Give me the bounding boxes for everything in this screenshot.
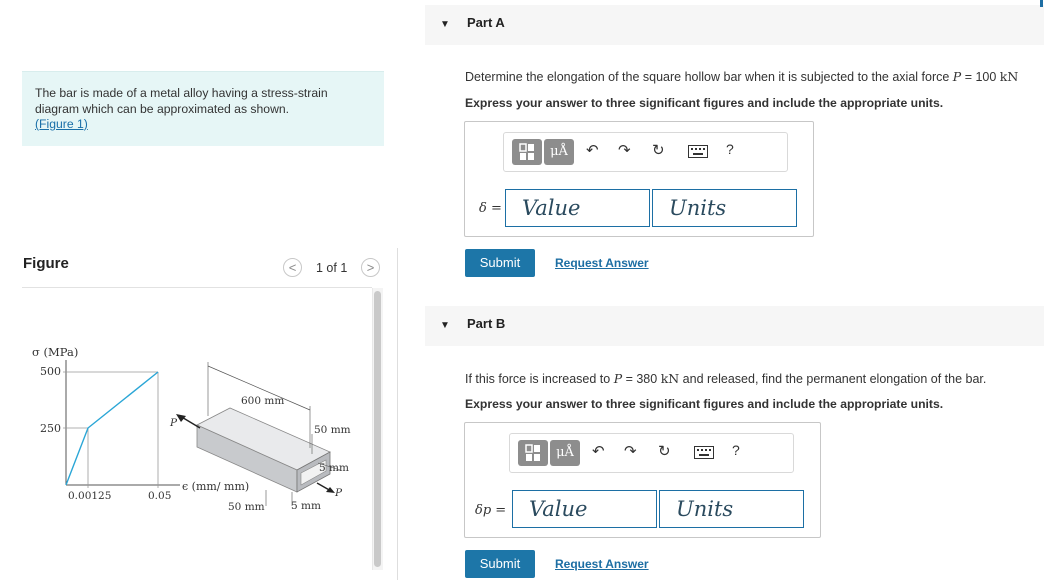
problem-intro-box [22,71,384,146]
y-axis-label: σ (MPa) [32,345,79,359]
dim-wall-bottom-label: 5 mm [291,500,321,512]
redo-icon[interactable]: ↷ [624,443,637,460]
part-a-answer-label: δ = [479,201,502,216]
part-b-answer-label: δp = [475,503,507,518]
part-a-value-input[interactable] [505,189,650,227]
part-a-submit-button[interactable]: Submit [465,249,535,277]
figure-1 [30,330,370,530]
help-icon[interactable]: ? [732,442,740,458]
x-axis-label: ϵ (mm/ mm) [182,480,250,493]
y-tick-500: 500 [40,365,61,378]
part-b-units-input[interactable] [659,490,804,528]
help-icon[interactable]: ? [726,141,734,157]
force-label-left: P [170,417,178,429]
part-b-header[interactable] [425,306,1044,346]
keyboard-icon[interactable] [688,145,708,162]
figure-divider [22,287,372,288]
collapse-triangle-icon[interactable]: ▼ [440,320,450,331]
part-a-instruction: Express your answer to three significant figures and include the appropriate units. [465,96,944,110]
figure-pager-count: 1 of 1 [316,261,348,275]
keyboard-icon[interactable] [694,446,714,463]
dim-width-label: 50 mm [314,424,351,436]
reset-icon[interactable]: ↻ [658,443,671,460]
x-tick-0-00125: 0.00125 [68,490,112,502]
dim-wall-label: 5 mm [319,462,349,474]
undo-icon[interactable]: ↶ [586,142,599,159]
collapse-triangle-icon[interactable]: ▼ [440,19,450,30]
force-arrow-right-head [326,487,335,493]
stress-strain-curve [66,372,158,485]
figure-scrollbar-thumb[interactable] [374,291,381,567]
part-b-label: Part B [467,316,506,331]
part-b-request-answer-link[interactable]: Request Answer [555,557,649,571]
x-tick-0-05: 0.05 [148,490,172,502]
part-b-submit-button[interactable]: Submit [465,550,535,578]
part-b-question: If this force is increased to P = 380 kN and released, find the permanent elongation of the bar. [465,371,987,386]
next-figure-button[interactable] [361,258,380,277]
force-label-right: P [335,487,343,499]
part-a-label: Part A [467,15,505,30]
part-a-request-answer-link[interactable]: Request Answer [555,256,649,270]
redo-icon[interactable]: ↷ [618,142,631,159]
problem-intro-text: The bar is made of a metal alloy having a stress-strain diagram which can be approximated as shown. (Figure 1) [35,86,328,131]
part-a-answer-box [464,121,814,237]
pane-divider [397,248,398,580]
dim-length-label: 600 mm [241,395,285,407]
part-a-toolbar [503,132,788,172]
undo-icon[interactable]: ↶ [592,443,605,460]
figure-title: Figure [23,255,69,272]
prev-figure-button[interactable] [283,258,302,277]
templates-icon[interactable] [512,139,542,165]
templates-icon[interactable] [518,440,548,466]
part-b-value-input[interactable] [512,490,657,528]
units-icon[interactable]: μÅ [544,139,574,165]
edge-indicator [1040,0,1043,7]
y-tick-250: 250 [40,422,61,435]
part-a-units-input[interactable] [652,189,797,227]
part-b-toolbar [509,433,794,473]
part-b-answer-box [464,422,821,538]
part-a-question: Determine the elongation of the square hollow bar when it is subjected to the axial force P = 100 kN [465,69,1019,84]
chevron-left-icon: < [288,260,297,275]
units-icon[interactable]: μÅ [550,440,580,466]
chevron-right-icon: > [366,260,375,275]
reset-icon[interactable]: ↻ [652,142,665,159]
part-b-instruction: Express your answer to three significant figures and include the appropriate units. [465,397,944,411]
figure-link[interactable]: (Figure 1) [35,117,88,131]
dim-depth-label: 50 mm [228,501,265,513]
part-a-header[interactable] [425,5,1044,45]
